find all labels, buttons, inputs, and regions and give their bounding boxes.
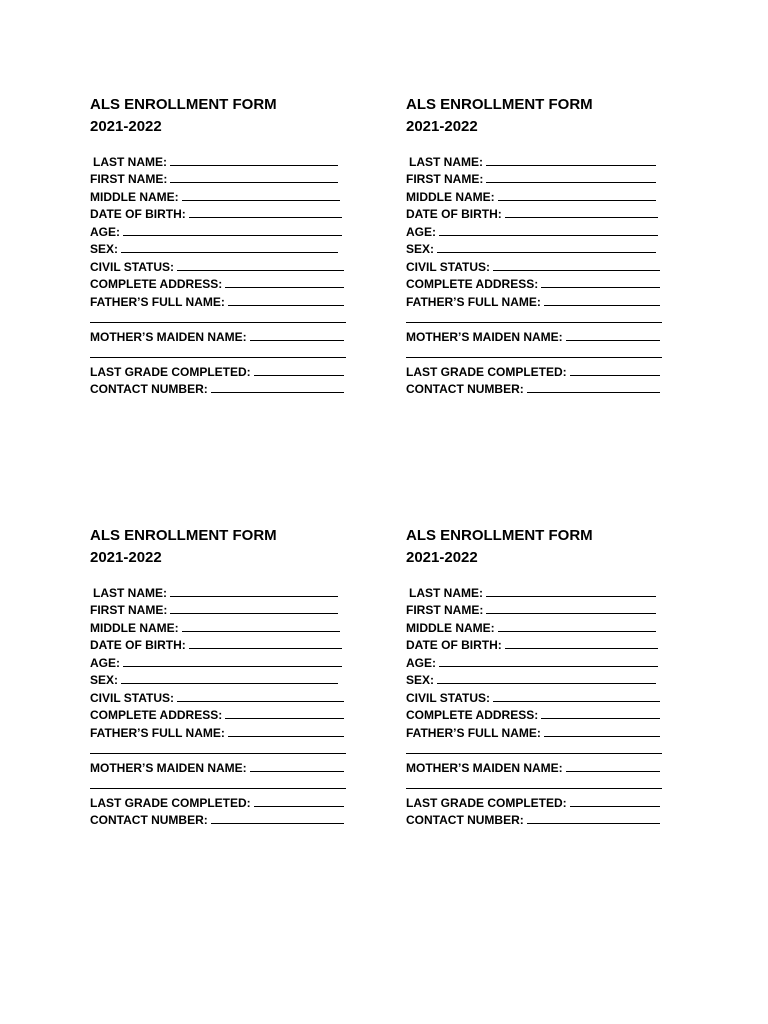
last-name-label: LAST NAME: <box>409 154 483 169</box>
sex-field[interactable] <box>406 239 662 257</box>
last-grade-completed-line[interactable] <box>570 375 660 376</box>
middle-name-line[interactable] <box>182 631 340 632</box>
middle-name-field[interactable] <box>90 617 346 635</box>
form-year: 2021-2022 <box>406 118 478 135</box>
mothers-maiden-name-line[interactable] <box>566 340 660 341</box>
date-of-birth-label: DATE OF BIRTH: <box>406 638 502 652</box>
contact-number-field[interactable] <box>90 379 346 397</box>
last-grade-completed-label: LAST GRADE COMPLETED: <box>406 795 567 810</box>
middle-name-line[interactable] <box>182 200 340 201</box>
complete-address-line[interactable] <box>225 287 344 288</box>
complete-address-label: COMPLETE ADDRESS: <box>406 708 539 722</box>
fathers-full-name-label: FATHER’S FULL NAME: <box>90 294 225 309</box>
complete-address-label: COMPLETE ADDRESS: <box>90 277 223 291</box>
contact-number-label: CONTACT NUMBER: <box>406 813 524 827</box>
civil-status-field[interactable] <box>90 256 346 274</box>
fathers-full-name-extra-line[interactable] <box>90 309 346 327</box>
last-name-label: LAST NAME: <box>409 585 483 600</box>
sex-line[interactable] <box>437 683 656 684</box>
first-name-field[interactable] <box>90 600 346 618</box>
blank-line[interactable] <box>406 322 662 323</box>
mothers-maiden-name-field[interactable] <box>90 757 346 775</box>
date-of-birth-line[interactable] <box>505 648 658 649</box>
middle-name-line[interactable] <box>498 200 656 201</box>
first-name-field[interactable] <box>406 600 662 618</box>
age-line[interactable] <box>439 235 658 236</box>
last-name-field[interactable] <box>406 151 662 169</box>
age-label: AGE: <box>90 224 120 239</box>
last-grade-completed-line[interactable] <box>570 806 660 807</box>
contact-number-field[interactable] <box>90 810 346 828</box>
sex-label: SEX: <box>406 242 435 256</box>
contact-number-line[interactable] <box>211 823 344 824</box>
blank-line[interactable] <box>90 753 346 754</box>
mothers-maiden-name-line[interactable] <box>250 771 344 772</box>
middle-name-field[interactable] <box>406 617 662 635</box>
last-grade-completed-field[interactable] <box>406 361 662 379</box>
mothers-maiden-name-label: MOTHER’S MAIDEN NAME: <box>90 329 247 344</box>
fathers-full-name-extra-line[interactable] <box>406 740 662 758</box>
form-fields <box>406 151 662 396</box>
civil-status-label: CIVIL STATUS: <box>406 690 490 705</box>
last-name-line[interactable] <box>486 596 656 597</box>
mothers-maiden-name-line[interactable] <box>250 340 344 341</box>
fathers-full-name-field[interactable] <box>406 722 662 740</box>
form-fields <box>90 151 346 396</box>
contact-number-label: CONTACT NUMBER: <box>406 382 524 396</box>
age-label: AGE: <box>406 655 436 670</box>
date-of-birth-field[interactable] <box>90 635 346 653</box>
form-title: ALS ENROLLMENT FORM <box>90 96 277 113</box>
complete-address-field[interactable] <box>406 705 662 723</box>
first-name-line[interactable] <box>486 182 656 183</box>
complete-address-line[interactable] <box>541 287 660 288</box>
contact-number-label: CONTACT NUMBER: <box>90 813 208 827</box>
sex-label: SEX: <box>90 242 119 256</box>
last-grade-completed-label: LAST GRADE COMPLETED: <box>90 364 251 379</box>
date-of-birth-line[interactable] <box>189 217 342 218</box>
age-label: AGE: <box>90 655 120 670</box>
blank-line[interactable] <box>406 753 662 754</box>
age-field[interactable] <box>90 221 346 239</box>
mothers-maiden-name-field[interactable] <box>406 757 662 775</box>
last-name-label: LAST NAME: <box>93 585 167 600</box>
civil-status-line[interactable] <box>493 270 660 271</box>
enrollment-form-top-right <box>406 94 662 396</box>
contact-number-field[interactable] <box>406 810 662 828</box>
enrollment-form-top-left <box>90 94 346 396</box>
first-name-field[interactable] <box>90 169 346 187</box>
first-name-line[interactable] <box>170 613 338 614</box>
form-title: ALS ENROLLMENT FORM <box>90 527 277 544</box>
first-name-label: FIRST NAME: <box>406 603 484 617</box>
first-name-label: FIRST NAME: <box>406 172 484 186</box>
form-fields <box>90 582 346 827</box>
fathers-full-name-line[interactable] <box>228 736 344 737</box>
last-grade-completed-label: LAST GRADE COMPLETED: <box>90 795 251 810</box>
first-name-field[interactable] <box>406 169 662 187</box>
mothers-maiden-name-line[interactable] <box>566 771 660 772</box>
middle-name-label: MIDDLE NAME: <box>406 620 495 635</box>
blank-line[interactable] <box>90 322 346 323</box>
fathers-full-name-field[interactable] <box>90 722 346 740</box>
first-name-line[interactable] <box>486 613 656 614</box>
middle-name-label: MIDDLE NAME: <box>90 620 179 635</box>
first-name-label: FIRST NAME: <box>90 172 168 186</box>
fathers-full-name-line[interactable] <box>544 736 660 737</box>
date-of-birth-field[interactable] <box>406 635 662 653</box>
mothers-maiden-name-extra-line[interactable] <box>406 775 662 793</box>
civil-status-line[interactable] <box>177 270 344 271</box>
sex-field[interactable] <box>90 239 346 257</box>
mothers-maiden-name-label: MOTHER’S MAIDEN NAME: <box>406 329 563 344</box>
middle-name-line[interactable] <box>498 631 656 632</box>
first-name-label: FIRST NAME: <box>90 603 168 617</box>
contact-number-line[interactable] <box>527 392 660 393</box>
last-grade-completed-label: LAST GRADE COMPLETED: <box>406 364 567 379</box>
sex-label: SEX: <box>406 673 435 687</box>
sex-label: SEX: <box>90 673 119 687</box>
civil-status-line[interactable] <box>177 701 344 702</box>
age-field[interactable] <box>406 221 662 239</box>
last-grade-completed-line[interactable] <box>254 806 344 807</box>
form-year: 2021-2022 <box>90 549 162 566</box>
age-field[interactable] <box>90 652 346 670</box>
last-grade-completed-field[interactable] <box>90 361 346 379</box>
complete-address-field[interactable] <box>90 274 346 292</box>
date-of-birth-field[interactable] <box>406 204 662 222</box>
sex-field[interactable] <box>90 670 346 688</box>
complete-address-label: COMPLETE ADDRESS: <box>90 708 223 722</box>
date-of-birth-label: DATE OF BIRTH: <box>406 207 502 221</box>
last-grade-completed-field[interactable] <box>90 792 346 810</box>
last-name-line[interactable] <box>170 165 338 166</box>
contact-number-line[interactable] <box>211 392 344 393</box>
civil-status-label: CIVIL STATUS: <box>90 259 174 274</box>
last-name-field[interactable] <box>406 582 662 600</box>
contact-number-label: CONTACT NUMBER: <box>90 382 208 396</box>
complete-address-field[interactable] <box>90 705 346 723</box>
date-of-birth-field[interactable] <box>90 204 346 222</box>
fathers-full-name-field[interactable] <box>406 291 662 309</box>
age-line[interactable] <box>123 666 342 667</box>
complete-address-field[interactable] <box>406 274 662 292</box>
fathers-full-name-line[interactable] <box>228 305 344 306</box>
mothers-maiden-name-field[interactable] <box>406 326 662 344</box>
civil-status-label: CIVIL STATUS: <box>406 259 490 274</box>
civil-status-field[interactable] <box>406 687 662 705</box>
blank-line[interactable] <box>406 788 662 789</box>
middle-name-field[interactable] <box>90 186 346 204</box>
fathers-full-name-field[interactable] <box>90 291 346 309</box>
mothers-maiden-name-label: MOTHER’S MAIDEN NAME: <box>406 760 563 775</box>
middle-name-field[interactable] <box>406 186 662 204</box>
fathers-full-name-line[interactable] <box>544 305 660 306</box>
contact-number-field[interactable] <box>406 379 662 397</box>
last-name-line[interactable] <box>486 165 656 166</box>
date-of-birth-line[interactable] <box>505 217 658 218</box>
form-fields <box>406 582 662 827</box>
date-of-birth-label: DATE OF BIRTH: <box>90 638 186 652</box>
age-field[interactable] <box>406 652 662 670</box>
age-line[interactable] <box>439 666 658 667</box>
mothers-maiden-name-extra-line[interactable] <box>90 344 346 362</box>
sex-line[interactable] <box>121 683 338 684</box>
mothers-maiden-name-label: MOTHER’S MAIDEN NAME: <box>90 760 247 775</box>
last-name-field[interactable] <box>90 582 346 600</box>
blank-line[interactable] <box>90 357 346 358</box>
sex-line[interactable] <box>437 252 656 253</box>
last-grade-completed-line[interactable] <box>254 375 344 376</box>
form-title: ALS ENROLLMENT FORM <box>406 96 593 113</box>
blank-line[interactable] <box>406 357 662 358</box>
fathers-full-name-label: FATHER’S FULL NAME: <box>406 725 541 740</box>
age-label: AGE: <box>406 224 436 239</box>
contact-number-line[interactable] <box>527 823 660 824</box>
fathers-full-name-extra-line[interactable] <box>90 740 346 758</box>
enrollment-form-bottom-right <box>406 525 662 827</box>
fathers-full-name-extra-line[interactable] <box>406 309 662 327</box>
mothers-maiden-name-extra-line[interactable] <box>406 344 662 362</box>
enrollment-form-bottom-left <box>90 525 346 827</box>
date-of-birth-line[interactable] <box>189 648 342 649</box>
first-name-line[interactable] <box>170 182 338 183</box>
complete-address-line[interactable] <box>541 718 660 719</box>
civil-status-field[interactable] <box>406 256 662 274</box>
sex-field[interactable] <box>406 670 662 688</box>
fathers-full-name-label: FATHER’S FULL NAME: <box>90 725 225 740</box>
civil-status-label: CIVIL STATUS: <box>90 690 174 705</box>
last-grade-completed-field[interactable] <box>406 792 662 810</box>
blank-line[interactable] <box>90 788 346 789</box>
civil-status-field[interactable] <box>90 687 346 705</box>
sex-line[interactable] <box>121 252 338 253</box>
last-name-line[interactable] <box>170 596 338 597</box>
form-title: ALS ENROLLMENT FORM <box>406 527 593 544</box>
form-year: 2021-2022 <box>406 549 478 566</box>
last-name-label: LAST NAME: <box>93 154 167 169</box>
middle-name-label: MIDDLE NAME: <box>90 189 179 204</box>
date-of-birth-label: DATE OF BIRTH: <box>90 207 186 221</box>
middle-name-label: MIDDLE NAME: <box>406 189 495 204</box>
form-year: 2021-2022 <box>90 118 162 135</box>
mothers-maiden-name-extra-line[interactable] <box>90 775 346 793</box>
civil-status-line[interactable] <box>493 701 660 702</box>
complete-address-line[interactable] <box>225 718 344 719</box>
last-name-field[interactable] <box>90 151 346 169</box>
complete-address-label: COMPLETE ADDRESS: <box>406 277 539 291</box>
fathers-full-name-label: FATHER’S FULL NAME: <box>406 294 541 309</box>
age-line[interactable] <box>123 235 342 236</box>
mothers-maiden-name-field[interactable] <box>90 326 346 344</box>
